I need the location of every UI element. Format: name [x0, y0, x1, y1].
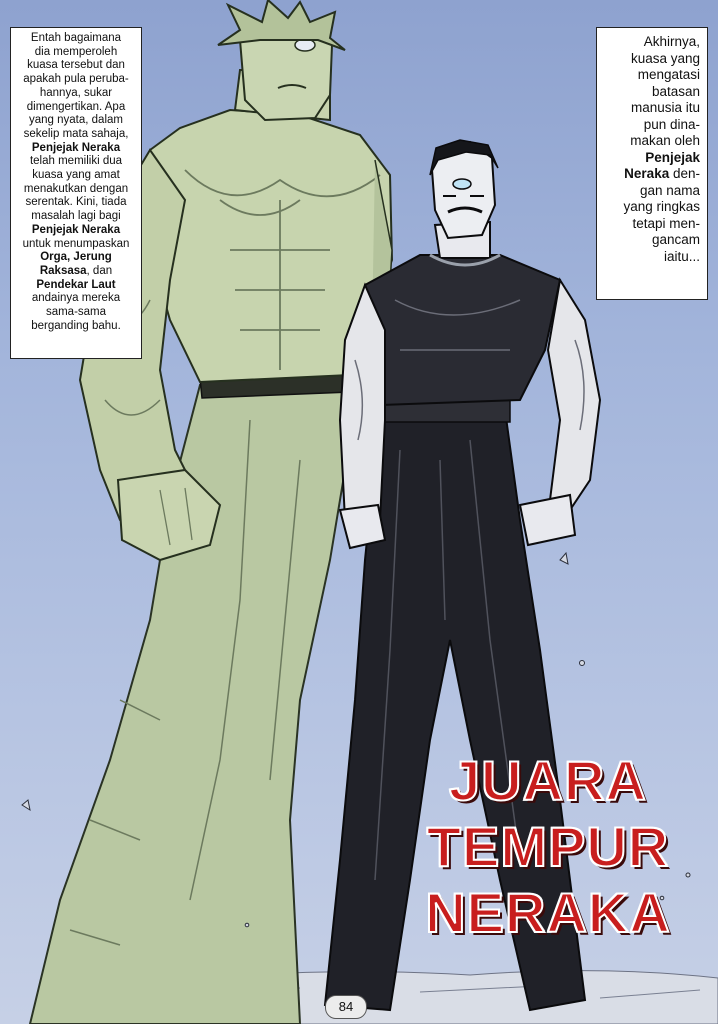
caption-line: pun dina- — [643, 116, 700, 132]
caption-line: Penjejak Neraka — [31, 223, 121, 236]
caption-box-right — [596, 27, 708, 300]
caption-line: kuasa tersebut dan — [27, 59, 125, 72]
caption-line: dimengertikan. Apa — [26, 100, 126, 113]
caption-line: menakutkan dengan — [23, 182, 129, 195]
caption-line: mengatasi — [637, 67, 700, 82]
caption-line: kuasa yang — [630, 50, 700, 66]
caption-line: dia memperoleh — [34, 45, 118, 58]
page-number: 84 — [325, 995, 367, 1019]
caption-line: tetapi men- — [632, 215, 700, 231]
caption-line: andainya mereka — [31, 292, 121, 305]
caption-line: Orga, Jerung — [40, 251, 112, 264]
caption-line: iaitu... — [663, 248, 700, 264]
caption-line: masalah lagi bagi — [31, 210, 121, 223]
caption-line: Raksasa, dan — [39, 264, 113, 277]
caption-box-left — [10, 27, 142, 359]
caption-line: Neraka den- — [624, 166, 700, 181]
caption-line: makan oleh — [630, 133, 700, 148]
caption-line: gan nama — [639, 182, 700, 198]
caption-line: batasan — [651, 83, 700, 99]
caption-line: yang nyata, dalam — [29, 114, 123, 127]
caption-line: hannya, sukar — [39, 86, 113, 99]
caption-line: serentak. Kini, tiada — [25, 196, 127, 209]
caption-line: Pendekar Laut — [36, 278, 116, 291]
caption-line: untuk menumpaskan — [22, 237, 130, 250]
caption-line: yang ringkas — [623, 199, 700, 214]
caption-line: sekelip mata sahaja, — [23, 127, 129, 140]
title-line-1: JUARA — [449, 749, 647, 812]
title-line-2: TEMPUR — [426, 815, 670, 878]
caption-line: telah memiliki dua — [29, 155, 123, 168]
caption-line: berganding bahu. — [31, 319, 121, 332]
caption-line: gancam — [651, 232, 700, 247]
title-line-3: NERAKA — [425, 881, 671, 944]
caption-line: manusia itu — [630, 100, 700, 115]
caption-line: sama-sama — [45, 306, 107, 319]
caption-line: apakah pula peruba- — [23, 73, 129, 86]
caption-line: Penjejak — [645, 149, 700, 165]
caption-line: kuasa yang amat — [32, 169, 120, 182]
caption-line: Penjejak Neraka — [31, 141, 121, 154]
comic-title — [398, 748, 698, 946]
caption-line: Akhirnya, — [643, 34, 700, 49]
caption-line: Entah bagaimana — [30, 32, 122, 44]
